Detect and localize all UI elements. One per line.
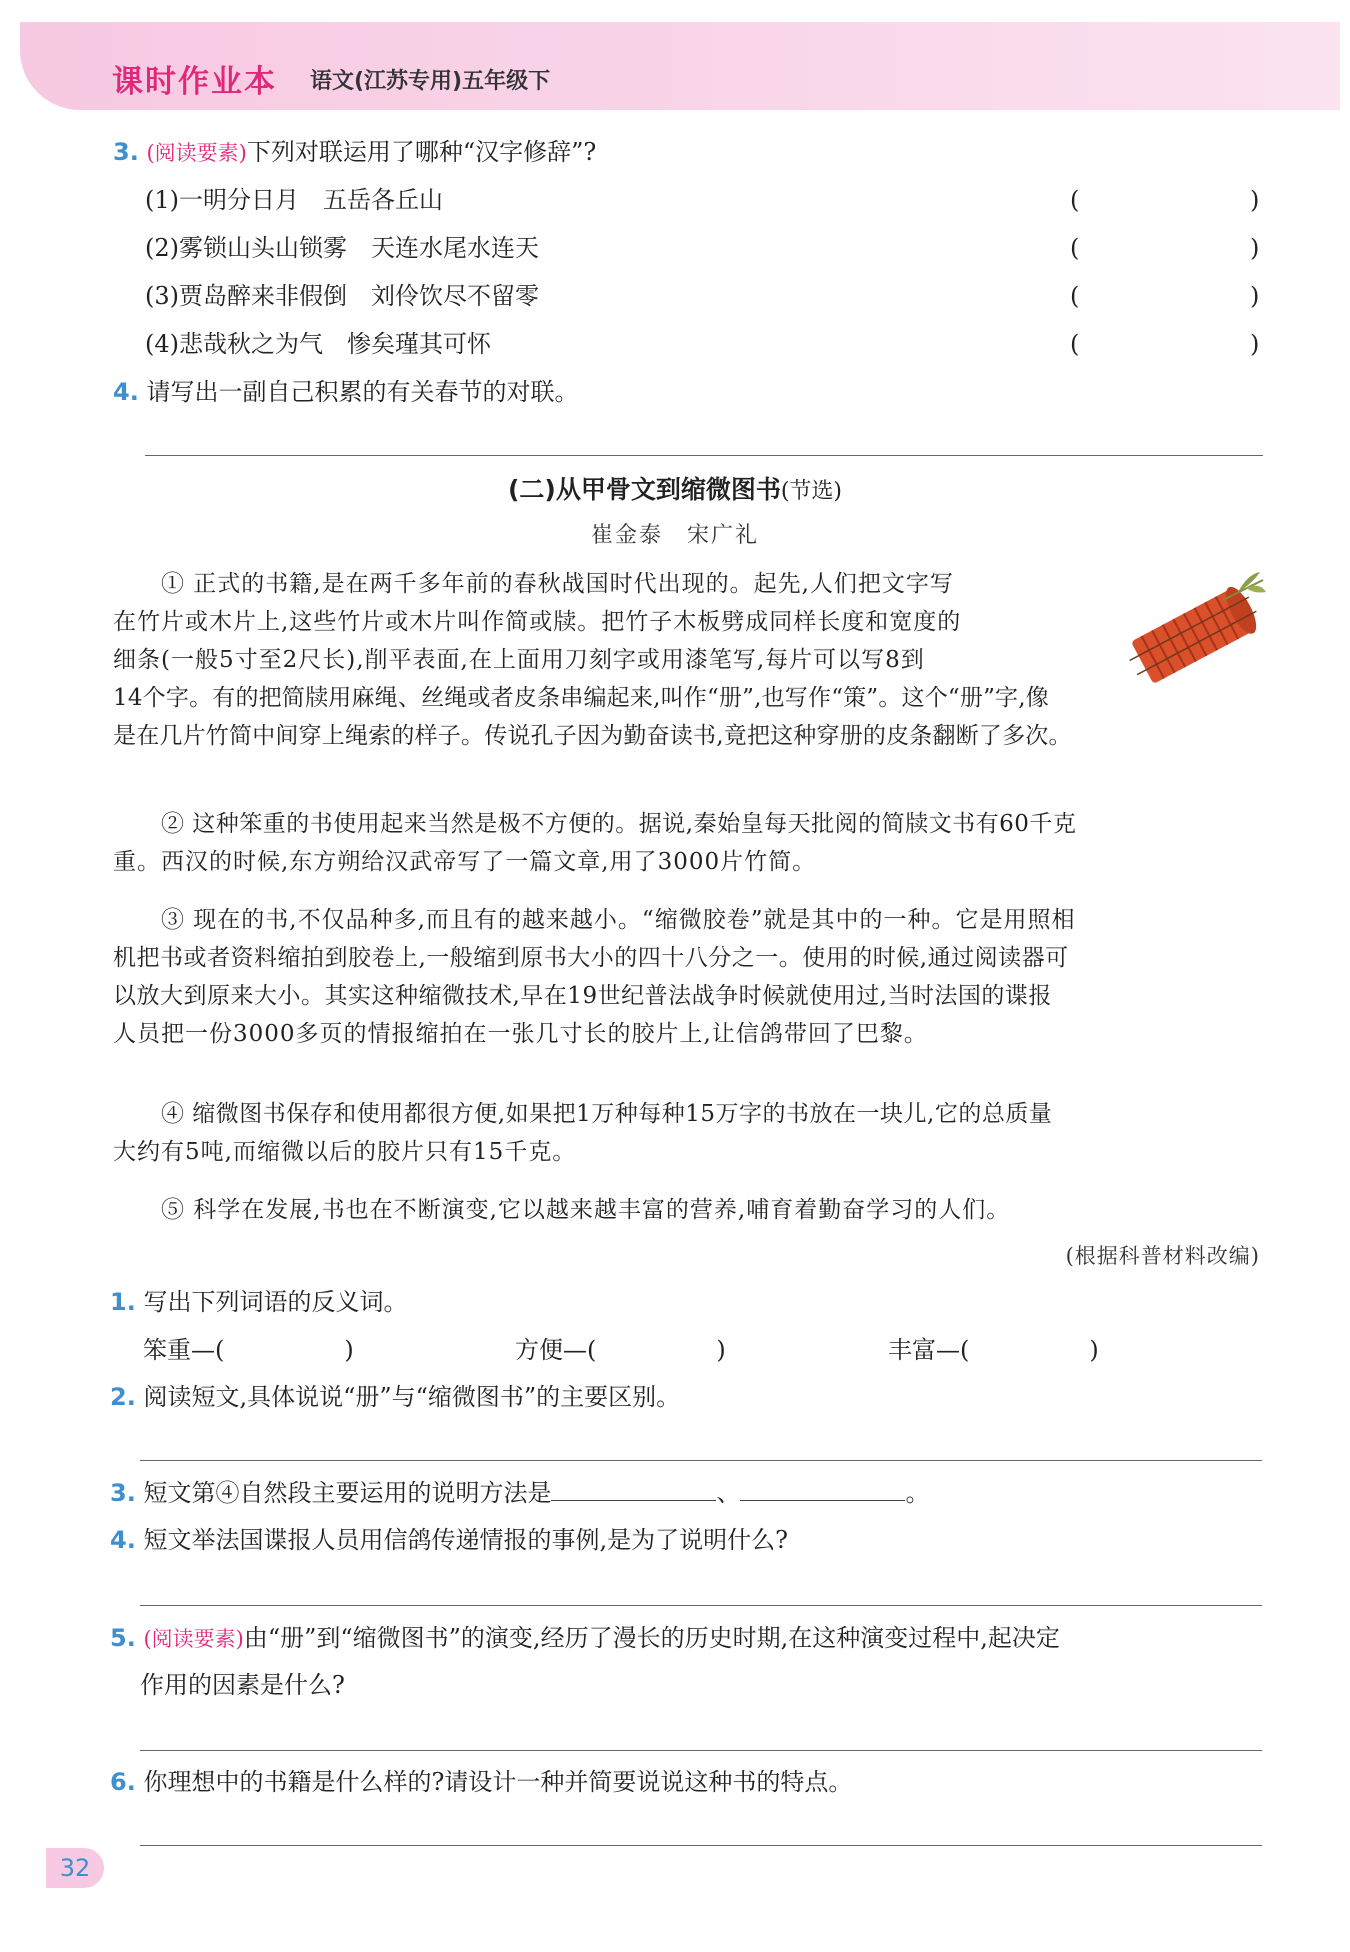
q3-item-2: (2)雾锁山头山锁雾 天连水尾水连天 (145, 234, 539, 262)
answer-paren-close: ) (1250, 282, 1260, 310)
article-paragraph-5: ⑤ 科学在发展,书也在不断演变,它以越来越丰富的营养,哺育着勤奋学习的人们。 (161, 1197, 1011, 1223)
article-paragraph-2: ② 这种笨重的书使用起来当然是极不方便的。据说,秦始皇每天批阅的简牍文书有60千克 重。西汉的时候,东方朔给汉武帝写了一篇文章,用了3000片竹简。 (113, 811, 1077, 875)
antonym-item-2: 方便—( ) (515, 1336, 726, 1364)
subject-label: 语文(江苏专用)五年级下 (310, 69, 551, 94)
question-6: 6. 你理想中的书籍是什么样的?请设计一种并简要说说这种书的特点。 (110, 1768, 853, 1796)
antonym-item-1: 笨重—( ) (143, 1336, 354, 1364)
article-source: (根据科普材料改编) (1065, 1244, 1260, 1268)
answer-line[interactable] (140, 1845, 1262, 1846)
answer-paren-open: ( (1070, 186, 1080, 214)
answer-paren-close: ) (1250, 234, 1260, 262)
question-4-top: 4. 请写出一副自己积累的有关春节的对联。 (113, 378, 579, 406)
fill-blank[interactable] (740, 1478, 905, 1501)
article-paragraph-4: ④ 缩微图书保存和使用都很方便,如果把1万种每种15万字的书放在一块儿,它的总质量 大约有5吨,而缩微以后的胶片只有15千克。 (113, 1101, 1053, 1165)
answer-paren-open: ( (1070, 234, 1080, 262)
answer-paren-open: ( (1070, 330, 1080, 358)
answer-line[interactable] (145, 455, 1263, 456)
question-3: 3. 短文第④自然段主要运用的说明方法是 、 。 (110, 1479, 930, 1507)
article-paragraph-3: ③ 现在的书,不仅品种多,而且有的越来越小。“缩微胶卷”就是其中的一种。它是用照相 机把书或者资料缩拍到胶卷上,一般缩到原书大小的四十八分之一。使用的时候,通过阅读器可 以放大到原来大小。其实这种缩微技术,早在19世纪普法战争时候就使用过,当时法国的谍报 人员把一份3000多页的情报缩拍在一张几寸长的胶片上,让信鸽带回了巴黎。 (113, 907, 1076, 1047)
question-4: 4. 短文举法国谍报人员用信鸽传递情报的事例,是为了说明什么? (110, 1526, 788, 1554)
question-5: 5. (阅读要素)由“册”到“缩微图书”的演变,经历了漫长的历史时期,在这种演变过程中,起决定 (110, 1624, 1060, 1652)
q3-item-4: (4)悲哉秋之为气 惨矣瑾其可怀 (145, 330, 491, 358)
article-paragraph-1: ① 正式的书籍,是在两千多年前的春秋战国时代出现的。起先,人们把文字写 在竹片或木片上,这些竹片或木片叫作简或牍。把竹子木板劈成同样长度和宽度的 细条(一般5寸至2尺长),削平表面,在上面用刀刻字或用漆笔写,每片可以写8到 14个字。有的把简牍用麻绳、丝绳或者皮条串编起来,叫作“册”,也写作“策”。这个“册”字,像 是在几片竹简中间穿上绳索的样子。传说孔子因为勤奋读书,竟把这种穿册的皮条翻断了多次。 (113, 571, 1072, 749)
q3-item-3: (3)贾岛醉来非假倒 刘伶饮尽不留零 (145, 282, 539, 310)
q3-item-1: (1)一明分日月 五岳各丘山 (145, 186, 443, 214)
answer-paren-close: ) (1250, 186, 1260, 214)
article-title: (二)从甲骨文到缩微图书(节选) (507, 475, 843, 504)
article-authors: 崔金泰 宋广礼 (590, 523, 759, 548)
question-1: 1. 写出下列词语的反义词。 (110, 1288, 408, 1316)
answer-paren-close: ) (1250, 330, 1260, 358)
answer-line[interactable] (140, 1605, 1262, 1606)
antonym-item-3: 丰富—( ) (888, 1336, 1099, 1364)
answer-line[interactable] (140, 1750, 1262, 1751)
fill-blank[interactable] (551, 1478, 716, 1501)
answer-line[interactable] (140, 1460, 1262, 1461)
question-5-continued: 作用的因素是什么? (140, 1671, 345, 1699)
answer-paren-open: ( (1070, 282, 1080, 310)
page-number: 32 (46, 1848, 104, 1888)
question-3-top: 3. (阅读要素)下列对联运用了哪种“汉字修辞”? (113, 138, 597, 166)
brand-title: 课时作业本 (112, 64, 277, 100)
question-2: 2. 阅读短文,具体说说“册”与“缩微图书”的主要区别。 (110, 1383, 681, 1411)
